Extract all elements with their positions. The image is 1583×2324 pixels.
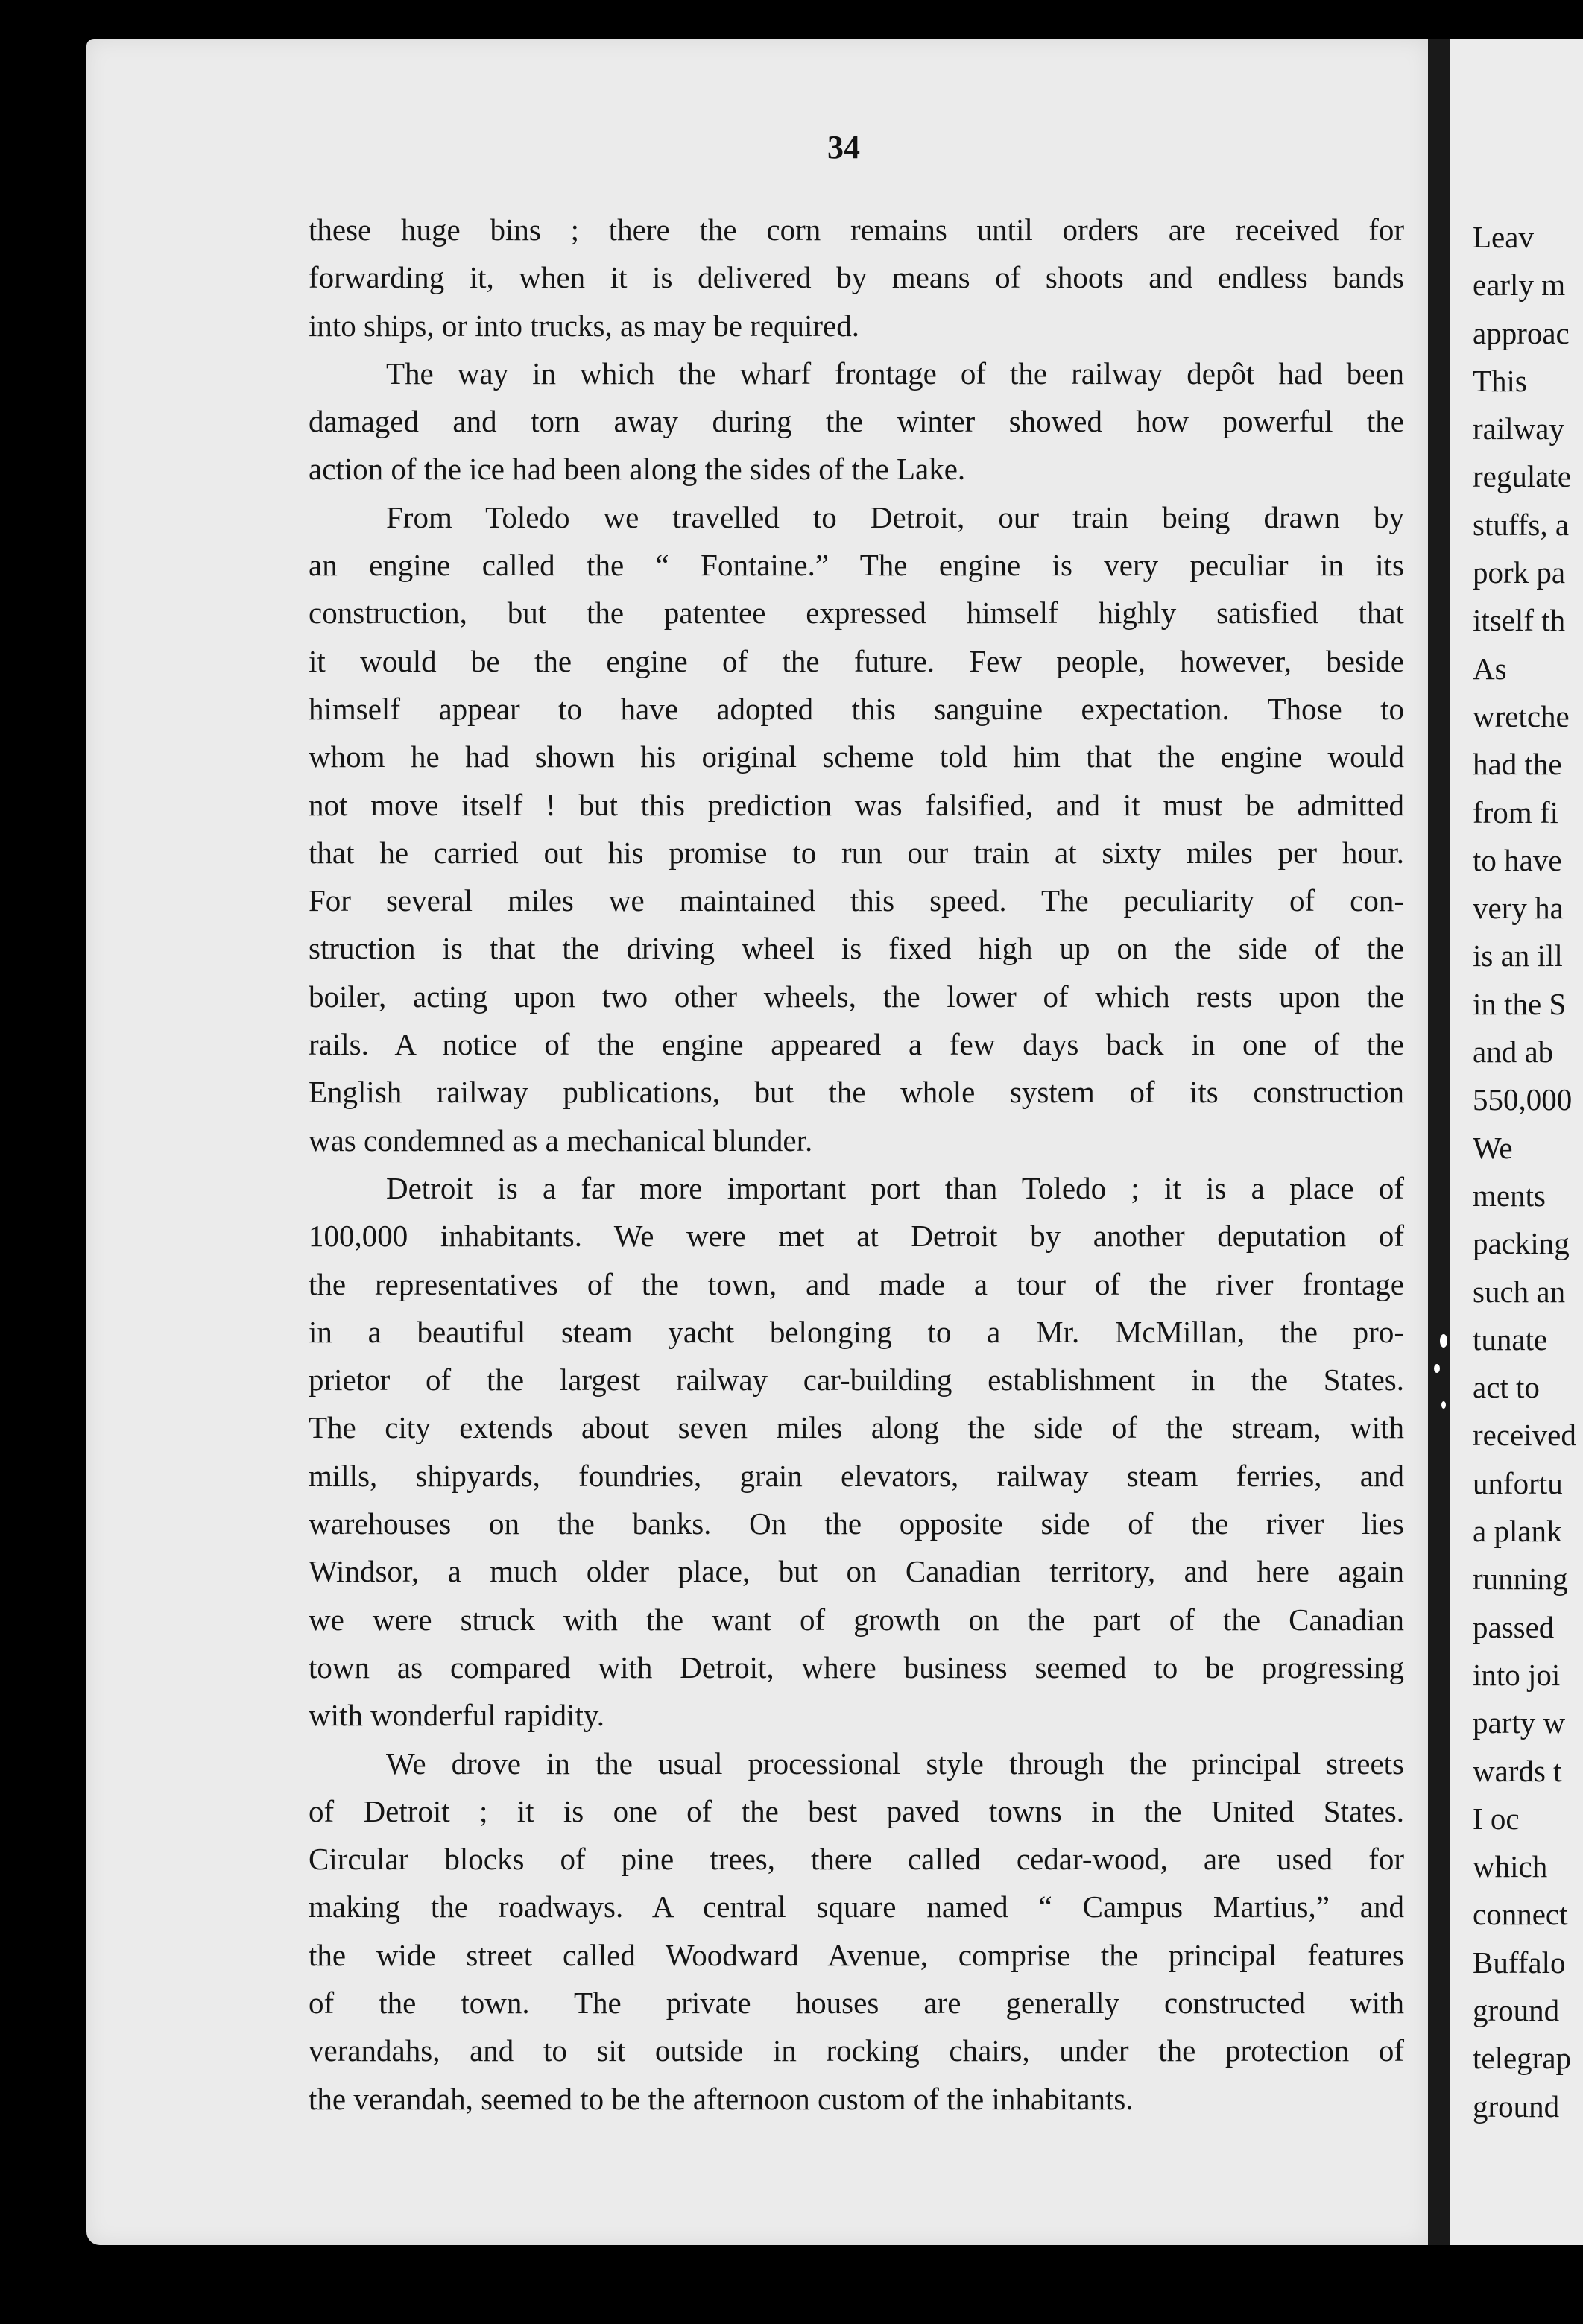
fragment-line: party w [1473, 1705, 1566, 1740]
paragraph [309, 350, 1404, 493]
fragment-line: ground [1473, 1992, 1560, 2027]
fragment-line: stuffs, a [1473, 507, 1570, 542]
text-line: 100,000 inhabitants. We were met at Detroit by another deputation of [309, 1219, 1404, 1254]
fragment-line: I oc [1473, 1801, 1520, 1836]
text-line: Detroit is a far more important port than Toledo ; it is a place of [386, 1170, 1404, 1205]
text-line: of Detroit ; it is one of the best paved towns in the United States. [309, 1793, 1404, 1828]
text-line: action of the ice had been along the sides of the Lake. [309, 452, 966, 487]
fragment-line: unfortu [1473, 1465, 1563, 1500]
fragment-line: We [1473, 1130, 1513, 1165]
fragment-line: ground [1473, 2088, 1560, 2124]
text-line: the representatives of the town, and made a tour of the river frontage [309, 1266, 1404, 1301]
fragment-line: telegrap [1473, 2041, 1572, 2076]
text-line: the wide street called Woodward Avenue, comprise the principal features [309, 1937, 1404, 1972]
right-page-text [1473, 213, 1583, 2130]
fragment-line: received [1473, 1418, 1576, 1453]
fragment-line: 550,000 [1473, 1082, 1573, 1117]
fragment-line: from fi [1473, 795, 1558, 830]
text-line: not move itself ! but this prediction was falsified, and it must be admitted [309, 787, 1404, 822]
text-line: rails. A notice of the engine appeared a few days back in one of the [309, 1027, 1404, 1062]
text-line: in a beautiful steam yacht belonging to a Mr. McMillan, the pro- [309, 1314, 1404, 1349]
fragment-line: railway [1473, 411, 1564, 446]
fragment-line: such an [1473, 1274, 1566, 1309]
fragment-line: into joi [1473, 1657, 1561, 1692]
text-line: prietor of the largest railway car-building establishment in the States. [309, 1362, 1404, 1398]
scan-speck [1440, 1334, 1447, 1348]
fragment-line: connect [1473, 1897, 1568, 1932]
fragment-line: Buffalo [1473, 1945, 1566, 1980]
fragment-line: and ab [1473, 1035, 1554, 1070]
fragment-line: regulate [1473, 459, 1572, 494]
text-line: struction is that the driving wheel is fixed high up on the side of the [309, 931, 1404, 966]
text-line: The way in which the wharf frontage of the railway depôt had been [386, 356, 1404, 391]
fragment-line: early m [1473, 268, 1566, 303]
fragment-line: approac [1473, 315, 1570, 350]
text-line: we were struck with the want of growth on the part of the Canadian [309, 1602, 1404, 1637]
text-line: mills, shipyards, foundries, grain elevators, railway steam ferries, and [309, 1458, 1404, 1493]
text-line: it would be the engine of the future. Few people, however, beside [309, 643, 1404, 678]
text-line: was condemned as a mechanical blunder. [309, 1122, 813, 1158]
fragment-line: which [1473, 1849, 1548, 1884]
fragment-line: in the S [1473, 986, 1567, 1021]
text-line: an engine called the “ Fontaine.” The engine is very peculiar in its [309, 548, 1404, 583]
text-line: into ships, or into trucks, as may be required. [309, 308, 860, 343]
text-line: town as compared with Detroit, where business seemed to be progressing [309, 1649, 1404, 1684]
text-line: From Toledo we travelled to Detroit, our train being drawn by [386, 499, 1404, 534]
text-line: forwarding it, when it is delivered by means of shoots and endless bands [309, 260, 1404, 295]
text-line: the verandah, seemed to be the afternoon custom of the inhabitants. [309, 2081, 1134, 2116]
text-line: with wonderful rapidity. [309, 1698, 605, 1733]
fragment-line: This [1473, 363, 1527, 398]
paragraph [309, 1164, 1404, 1740]
fragment-line: As [1473, 651, 1507, 686]
text-line: construction, but the patentee expressed himself highly satisfied that [309, 596, 1404, 631]
main-text-column [309, 206, 1404, 2123]
text-line: Circular blocks of pine trees, there called cedar-wood, are used for [309, 1842, 1404, 1877]
text-line: English railway publications, but the whole system of its construction [309, 1075, 1404, 1110]
text-line: making the roadways. A central square named “ Campus Martius,” and [309, 1889, 1404, 1924]
fragment-line: passed [1473, 1609, 1555, 1644]
text-line: that he carried out his promise to run our train at sixty miles per hour. [309, 835, 1404, 870]
fragment-line: had the [1473, 747, 1562, 782]
text-line: himself appear to have adopted this sanguine expectation. Those to [309, 691, 1404, 726]
fragment-line: act to [1473, 1370, 1540, 1405]
fragment-line: Leav [1473, 220, 1534, 254]
fragment-line: is an ill [1473, 938, 1563, 973]
text-line: The city extends about seven miles along the side of the stream, with [309, 1410, 1404, 1445]
page-number: 34 [827, 129, 860, 165]
text-line: For several miles we maintained this speed. The peculiarity of con- [309, 883, 1404, 918]
fragment-line: itself th [1473, 603, 1566, 638]
text-line: these huge bins ; there the corn remains until orders are received for [309, 212, 1404, 247]
text-line: Windsor, a much older place, but on Canadian territory, and here again [309, 1554, 1404, 1589]
text-line: boiler, acting upon two other wheels, the lower of which rests upon the [309, 979, 1404, 1014]
fragment-line: pork pa [1473, 555, 1566, 590]
fragment-line: a plank [1473, 1514, 1562, 1549]
text-line: We drove in the usual processional style through the principal streets [386, 1746, 1404, 1781]
text-line: of the town. The private houses are generally constructed with [309, 1985, 1404, 2020]
fragment-line: to have [1473, 842, 1562, 877]
fragment-line: tunate [1473, 1322, 1548, 1357]
text-line: warehouses on the banks. On the opposite side of the river lies [309, 1506, 1404, 1541]
fragment-line: wards t [1473, 1753, 1562, 1788]
paragraph [309, 206, 1404, 350]
fragment-line: ments [1473, 1178, 1546, 1213]
text-line: whom he had shown his original scheme told him that the engine would [309, 739, 1404, 774]
book-gutter [1428, 39, 1450, 2245]
text-line: damaged and torn away during the winter showed how powerful the [309, 404, 1404, 439]
fragment-line: running [1473, 1562, 1568, 1597]
fragment-line: packing [1473, 1226, 1570, 1261]
fragment-line: wretche [1473, 698, 1570, 733]
scan-speck [1441, 1401, 1446, 1409]
paragraph [309, 1740, 1404, 2123]
text-line: verandahs, and to sit outside in rocking chairs, under the protection of [309, 2033, 1404, 2068]
fragment-line: very ha [1473, 891, 1564, 926]
paragraph [309, 493, 1404, 1164]
scan-speck [1434, 1364, 1440, 1373]
